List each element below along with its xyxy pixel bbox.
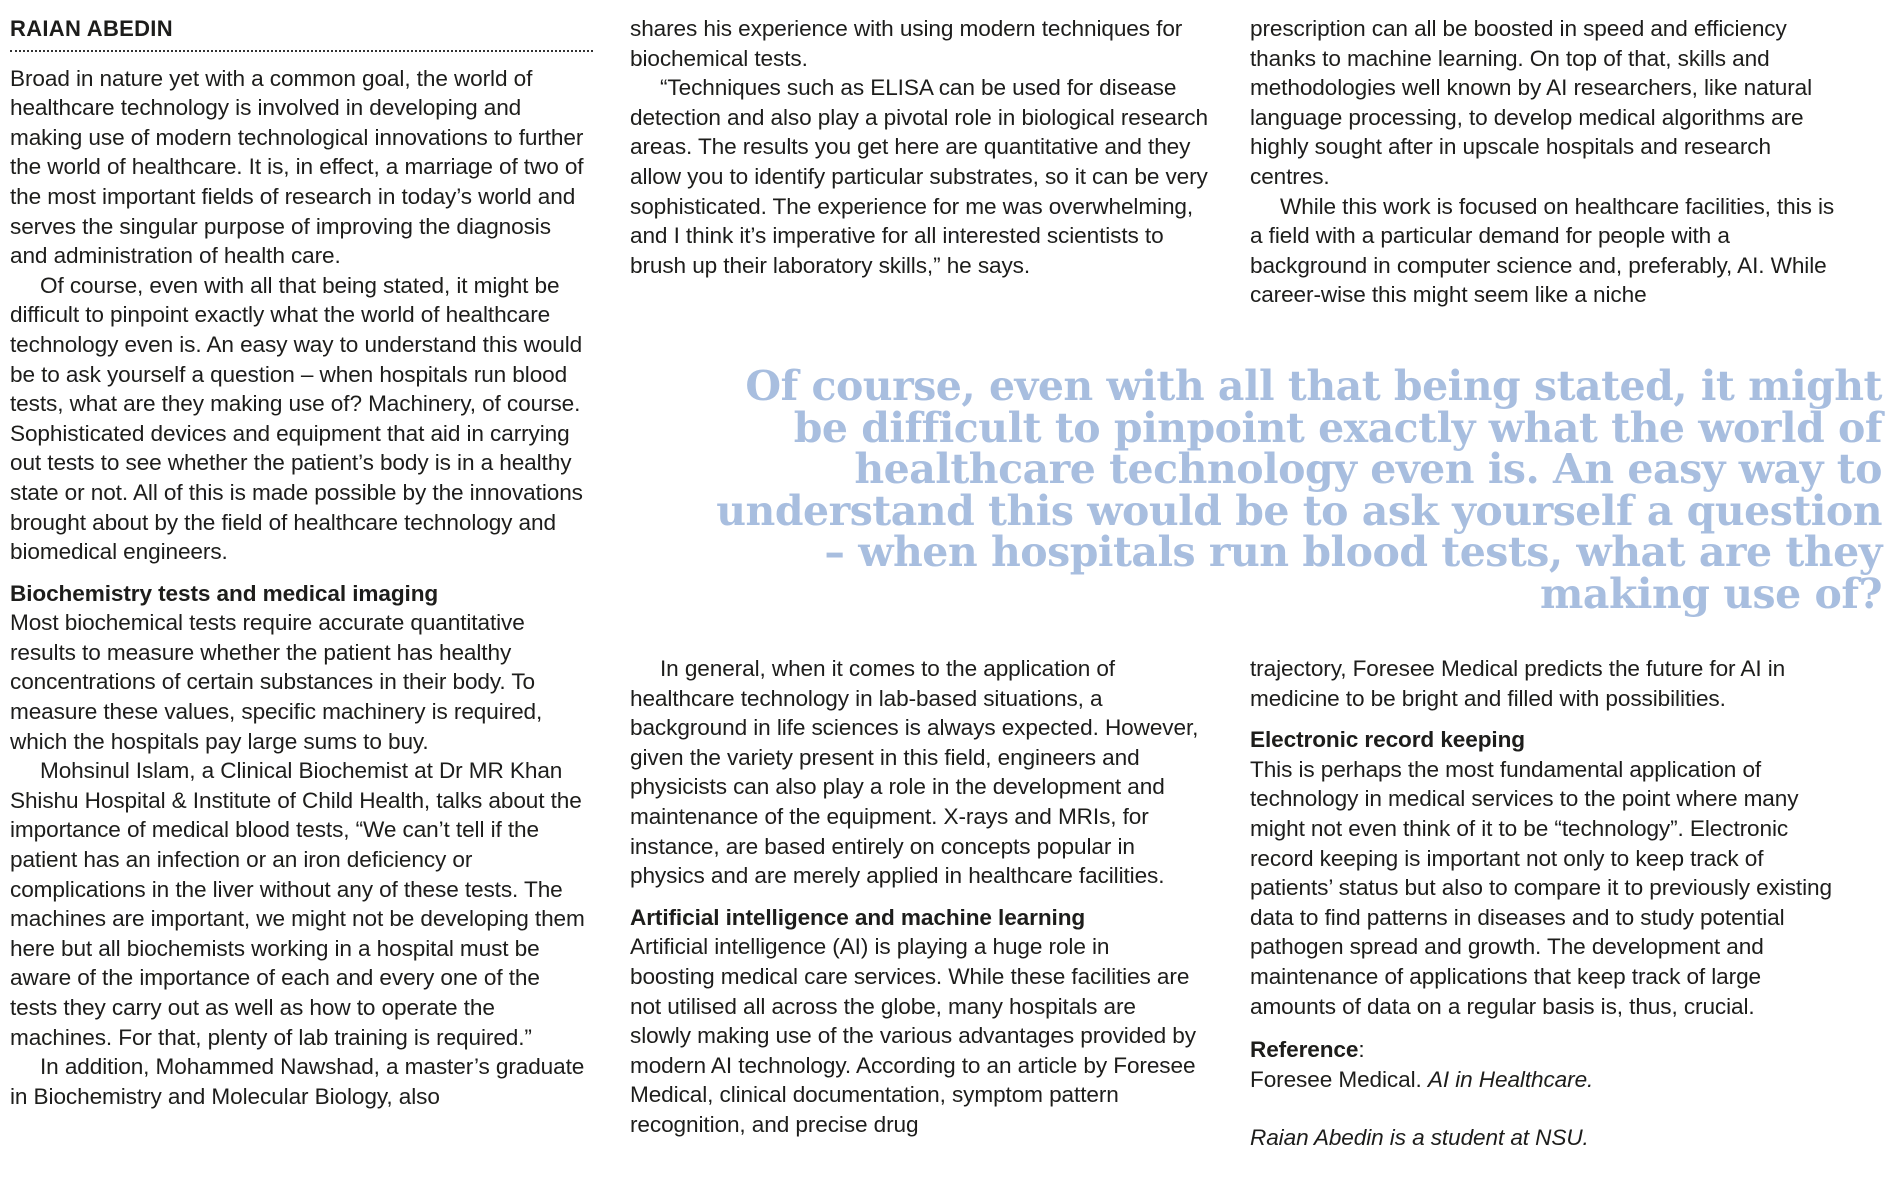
reference-title: AI in Healthcare. [1427,1066,1594,1092]
paragraph-foresee-prediction: trajectory, Foresee Medical predicts the future for AI in medicine to be bright and filled with possibilities. [1250,656,1786,711]
paragraph-machine-learning-boost: prescription can all be boosted in speed and efficiency thanks to machine learning. On top of that, skills and methodologies well known by AI researchers, like natural language processing, to develop medical algorithms are highly sought after in upscale hospitals and research centres. [1250,16,1813,189]
byline: RAIAN ABEDIN [10,14,593,52]
paragraph-career-niche: While this work is focused on healthcare facilities, this is a field with a particular demand for people with a background in computer science and, preferably, AI. While career-wise this might seem like a niche [1250,193,1835,308]
column-1 [10,14,593,1111]
column-2-bottom [630,654,1200,1140]
author-note: Raian Abedin is a student at NSU. [1250,1125,1589,1151]
reference-entry [1250,1065,1840,1095]
column-3-bottom [1250,654,1840,1153]
column-3-top [1250,14,1840,310]
reference-block [1250,1035,1840,1065]
paragraph-record-keeping: This is perhaps the most fundamental application of technology in medical services to the point where many might not even think of it to be “technology”. Electronic record keeping is important not only to keep track of patients’ status but also to compare it to previously existing data to find patterns in diseases and to study potential pathogen spread and growth. The development and maintenance of applications that keep track of large amounts of data on a regular basis is, thus, crucial. [1250,756,1832,1019]
heading-ai-ml: Artificial intelligence and machine learning [630,904,1086,930]
paragraph-elisa-quote: “Techniques such as ELISA can be used for disease detection and also play a pivotal role in biological research areas. The results you get here are quantitative and they allow you to identify particular substrates, so it can be very sophisticated. The experience for me was overwhelming, and I think it’s imperative for all interested scientists to brush up their laboratory skills,” he says. [630,75,1208,278]
reference-colon: : [1358,1037,1365,1063]
paragraph-intro: Broad in nature yet with a common goal, the world of healthcare technology is involved in developing and making use of modern technological innovations to further the world of healthcare. It is, in effect, a marriage of two of the most important fields of research in today’s world and serves the singular purpose of improving the diagnosis and administration of health care. [10,65,584,269]
pull-quote: Of course, even with all that being stated, it might be difficult to pinpoint exactly what the world of healthcare technology even is. An easy way to understand this would be to ask yourself a question – when hospitals run blood tests, what are they making use of? [716,362,1882,618]
reference-label: Reference [1250,1037,1359,1063]
paragraph-mohsinul-quote: Mohsinul Islam, a Clinical Biochemist at Dr MR Khan Shishu Hospital & Institute of Child Health, talks about the importance of medical blood tests, “We can’t tell if the patient has an infection or an iron deficiency or complications in the liver without any of these tests. The machines are important, we might not be developing them here but all biochemists working in a hospital must be aware of the importance of each and every one of the tests they carry out as well as how to operate the machines. For that, plenty of lab training is required.” [10,758,585,1050]
reference-source: Foresee Medical. [1250,1066,1422,1092]
paragraph-nawshad-intro: In addition, Mohammed Nawshad, a master’s graduate in Biochemistry and Molecular Biology, also [10,1054,585,1109]
paragraph-biochemical-tests: Most biochemical tests require accurate quantitative results to measure whether the patient has healthy concentrations of certain substances in their body. To measure these values, specific machinery is required, which the hospitals pay large sums to buy. [10,610,543,754]
heading-record-keeping: Electronic record keeping [1250,727,1525,753]
paragraph-ai-role: Artificial intelligence (AI) is playing a huge role in boosting medical care services. While these facilities are not utilised all across the globe, many hospitals are slowly making use of the various advantages provided by modern AI technology. According to an article by Foresee Medical, clinical documentation, symptom pattern recognition, and precise drug [630,934,1196,1137]
paragraph-lab-based: In general, when it comes to the application of healthcare technology in lab-based situations, a background in life sciences is always expected. However, given the variety present in this field, engineers and physicists can also play a role in the development and maintenance of the equipment. X-rays and MRIs, for instance, are based entirely on concepts popular in physics and are merely applied in healthcare facilities. [630,656,1199,889]
paragraph-nawshad-experience: shares his experience with using modern techniques for biochemical tests. [630,16,1183,71]
heading-biochemistry: Biochemistry tests and medical imaging [10,580,439,606]
column-2-top [630,14,1220,280]
paragraph-definition: Of course, even with all that being stated, it might be difficult to pinpoint exactly what the world of healthcare technology even is. An easy way to understand this would be to ask yourself a question – when hospitals run blood tests, what are they making use of? Machinery, of course. Sophisticated devices and equipment that aid in carrying out tests to see whether the patient’s body is in a healthy state or not. All of this is made possible by the innovations brought about by the field of healthcare technology and biomedical engineers. [10,272,583,565]
